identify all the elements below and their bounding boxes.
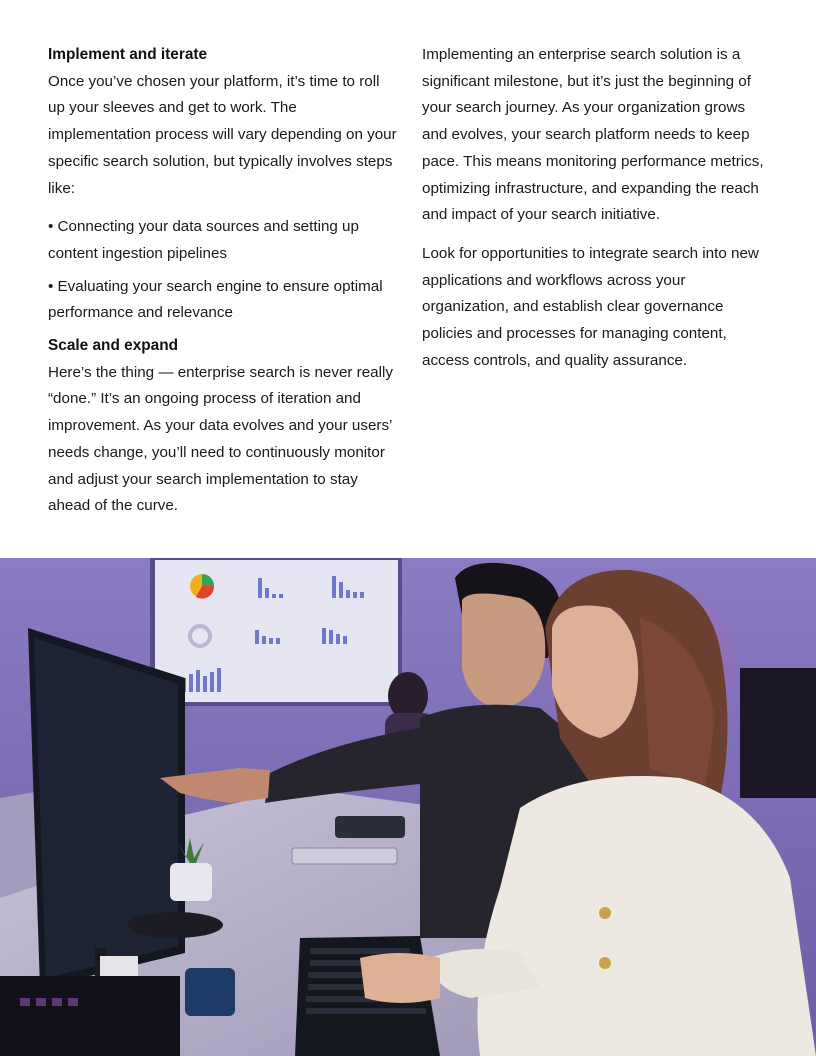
left-column <box>48 42 398 532</box>
mouse-pad <box>127 912 223 938</box>
wall-dashboard-screen <box>150 558 402 706</box>
woman-hands <box>360 953 440 1003</box>
scale-paragraph: Here’s the thing — enterprise search is never really “done.” It’s an ongoing process of iteration and improvement. As your data evolves and your users’ needs change, you’ll need to continuously monitor and adjust your search implementation to stay ahead of the curve. <box>48 363 393 515</box>
section-heading-implement: Implement and iterate <box>48 46 208 63</box>
right-column <box>422 42 772 386</box>
tablet <box>292 848 397 864</box>
back-keyboard <box>335 816 405 838</box>
control-device <box>0 976 180 1056</box>
opportunities-paragraph: Look for opportunities to integrate search into new applications and workflows across your organization, and establish clear governance policies and processes for managing content, access controls, and quality assurance. <box>422 244 759 369</box>
milestone-paragraph: Implementing an enterprise search solution is a significant milestone, but it’s just the beginning of your search journey. As your organization grows and evolves, your search platform needs to keep pace. This means monitoring performance metrics, optimizing infrastructure, and expanding the reach and impact of your search initiative. <box>422 46 764 224</box>
photo-illustration <box>0 558 816 1056</box>
section-heading-scale: Scale and expand <box>48 337 179 355</box>
background-person <box>388 672 428 720</box>
bullet-item-evaluating: • Evaluating your search engine to ensure optimal performance and relevance <box>48 277 383 322</box>
implement-paragraph: Once you’ve chosen your platform, it’s time to roll up your sleeves and get to work. The implementation process will vary depending on your specific search solution, but typically involves steps like: <box>48 72 397 197</box>
office-photo <box>0 558 816 1056</box>
side-monitor <box>740 668 816 798</box>
phone <box>185 968 235 1016</box>
note-card <box>100 956 138 978</box>
bullet-item-data-sources: • Connecting your data sources and setting up content ingestion pipelines <box>48 218 359 262</box>
